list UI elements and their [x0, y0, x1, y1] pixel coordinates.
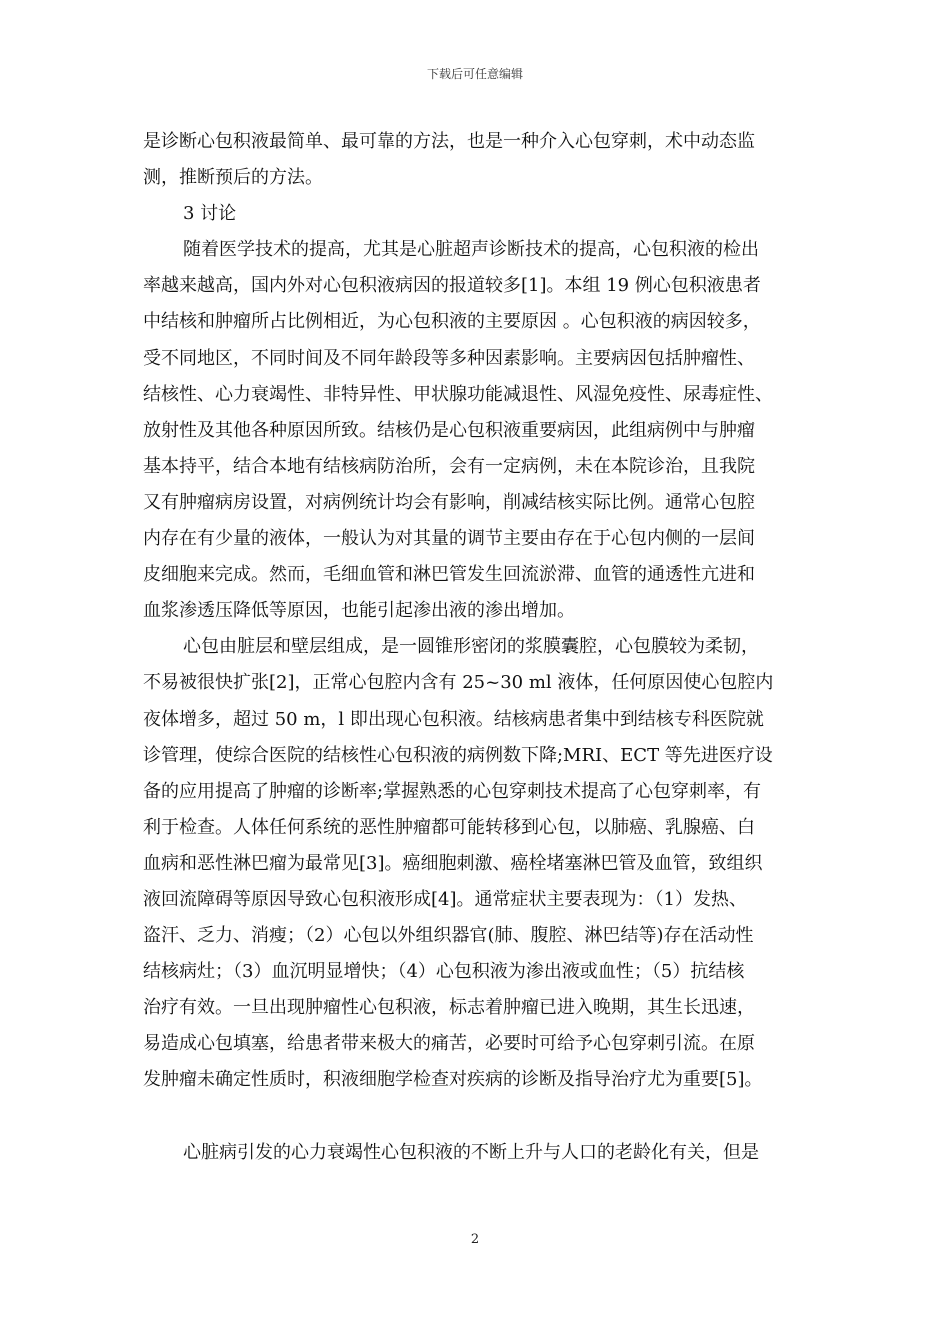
text-line: 心包由脏层和壁层组成，是一圆锥形密闭的浆膜囊腔，心包膜较为柔韧， [183, 636, 759, 658]
text-line: 随着医学技术的提高，尤其是心脏超声诊断技术的提高，心包积液的检出 [183, 239, 759, 261]
text-line: 结核性、心力衰竭性、非特异性、甲状腺功能减退性、风湿免疫性、尿毒症性、 [143, 383, 773, 405]
page-number: 2 [470, 1232, 480, 1247]
text-line: 备的应用提高了肿瘤的诊断率;掌握熟悉的心包穿刺技术提高了心包穿刺率，有 [143, 780, 762, 802]
section-heading: 3 讨论 [183, 203, 237, 225]
text-line: 利于检查。人体任何系统的恶性肿瘤都可能转移到心包，以肺癌、乳腺癌、白 [143, 816, 755, 838]
text-line: 心脏病引发的心力衰竭性心包积液的不断上升与人口的老龄化有关，但是 [183, 1141, 759, 1163]
text-line: 受不同地区，不同时间及不同年龄段等多种因素影响。主要病因包括肿瘤性、 [143, 347, 755, 369]
text-line: 不易被很快扩张[2]，正常心包腔内含有 25~30 ml 液体，任何原因使心包腔内 [143, 672, 774, 694]
text-line: 发肿瘤未确定性质时，积液细胞学检查对疾病的诊断及指导治疗尤为重要[5]。 [143, 1069, 763, 1091]
text-line: 治疗有效。一旦出现肿瘤性心包积液，标志着肿瘤已进入晚期，其生长迅速， [143, 997, 755, 1019]
text-line: 是诊断心包积液最简单、最可靠的方法，也是一种介入心包穿刺，术中动态监 [143, 131, 755, 152]
text-line: 夜体增多，超过 50 m，l 即出现心包积液。结核病患者集中到结核专科医院就 [143, 708, 764, 730]
text-line: 中结核和肿瘤所占比例相近，为心包积液的主要原因 。心包积液的病因较多， [143, 311, 761, 333]
text-line: 基本持平，结合本地有结核病防治所，会有一定病例，未在本院诊治，且我院 [143, 455, 755, 477]
text-line: 血浆渗透压降低等原因，也能引起渗出液的渗出增加。 [143, 600, 575, 622]
document-body [143, 124, 815, 1171]
text-line: 测，推断预后的方法。 [143, 167, 323, 189]
text-line: 易造成心包填塞，给患者带来极大的痛苦，必要时可给予心包穿刺引流。在原 [143, 1033, 755, 1055]
text-line: 结核病灶；（3）血沉明显增快；（4）心包积液为渗出液或血性；（5）抗结核 [143, 961, 745, 983]
text-line: 放射性及其他各种原因所致。结核仍是心包积液重要病因，此组病例中与肿瘤 [143, 419, 755, 441]
text-line: 液回流障碍等原因导致心包积液形成[4]。通常症状主要表现为：（1）发热、 [143, 888, 747, 910]
text-line: 血病和恶性淋巴瘤为最常见[3]。癌细胞刺激、癌栓堵塞淋巴管及血管，致组织 [143, 852, 763, 874]
text-line: 皮细胞来完成。然而，毛细血管和淋巴管发生回流淤滞、血管的通透性亢进和 [143, 564, 755, 586]
text-line: 诊管理，使综合医院的结核性心包积液的病例数下降;MRI、ECT 等先进医疗设 [143, 744, 773, 766]
text-line: 又有肿瘤病房设置，对病例统计均会有影响，削减结核实际比例。通常心包腔 [143, 491, 755, 513]
page-header: 下载后可任意编辑 [426, 67, 523, 81]
text-line: 率越来越高，国内外对心包积液病因的报道较多[1]。本组 19 例心包积液患者 [143, 275, 761, 297]
text-line: 内存在有少量的液体，一般认为对其量的调节主要由存在于心包内侧的一层间 [143, 528, 755, 550]
text-line: 盗汗、乏力、消瘦；（2）心包以外组织器官(肺、腹腔、淋巴结等)存在活动性 [143, 925, 754, 947]
